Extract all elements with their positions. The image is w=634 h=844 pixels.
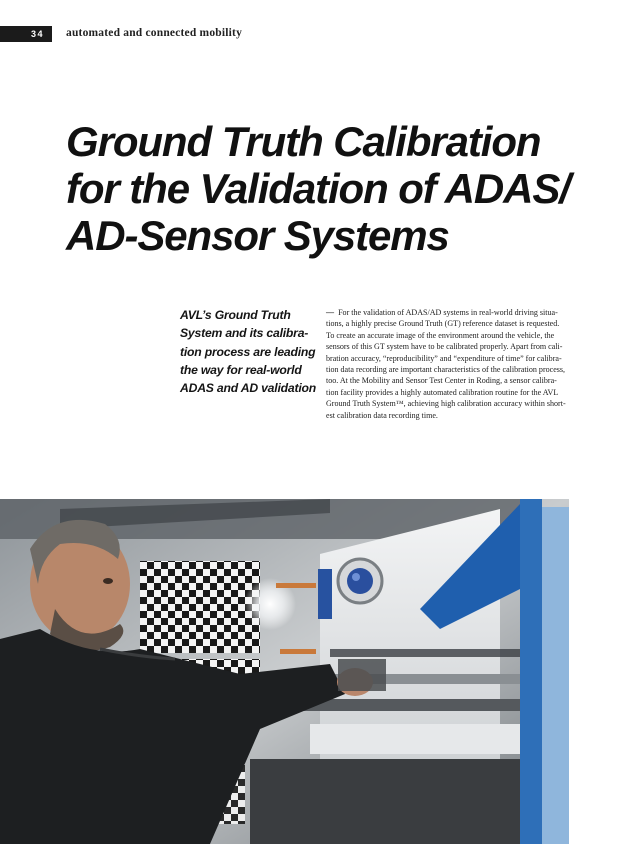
lead-text [180, 306, 322, 397]
headline-line: AD-Sensor Systems [66, 212, 449, 259]
body-line: tion facility provides a highly automated calibration routine for the AVL [326, 387, 559, 397]
accent-bar-blue [520, 499, 542, 844]
body-line: tion data recording are important characteristics of the calibration process, [326, 365, 566, 375]
body-line: bration accuracy, “reproducibility” and “expenditure of time” for calibra- [326, 353, 562, 363]
lead-line: ADAS and AD validation [180, 381, 316, 396]
lead-line: System and its calibra- [180, 326, 309, 341]
lead-line: the way for real-world [180, 362, 302, 377]
body-line-text: For the validation of ADAS/AD systems in real-world driving situa- [338, 308, 558, 317]
photo-illustration [0, 499, 569, 844]
section-label: automated and connected mobility [66, 27, 243, 39]
body-paragraph [326, 307, 606, 421]
body-line: too. At the Mobility and Sensor Test Center in Roding, a sensor calibra- [326, 376, 557, 386]
body-line: tions, a highly precise Ground Truth (GT) reference dataset is requested. [326, 319, 560, 329]
article-photo [0, 499, 569, 844]
headline-line: for the Validation of ADAS/ [66, 165, 570, 212]
handle [338, 659, 386, 691]
headline-line: Ground Truth Calibration [66, 118, 541, 165]
article-headline [66, 118, 606, 259]
page-number: 34 [30, 29, 44, 39]
lead-line: tion process are leading [180, 344, 316, 359]
checkerboard-target [140, 561, 260, 653]
body-line: sensors of this GT system have to be calibrated properly. Apart from cali- [326, 342, 563, 352]
body-line: To create an accurate image of the environment around the vehicle, the [326, 330, 555, 340]
body-line [326, 307, 606, 318]
em-dash: — [326, 308, 335, 317]
car-hood [250, 759, 520, 844]
lead-line: AVL’s Ground Truth [180, 308, 291, 322]
body-line: Ground Truth System™, achieving high calibration accuracy within short- [326, 399, 566, 409]
body-line: est calibration data recording time. [326, 410, 438, 420]
accent-bar-light [542, 507, 569, 844]
